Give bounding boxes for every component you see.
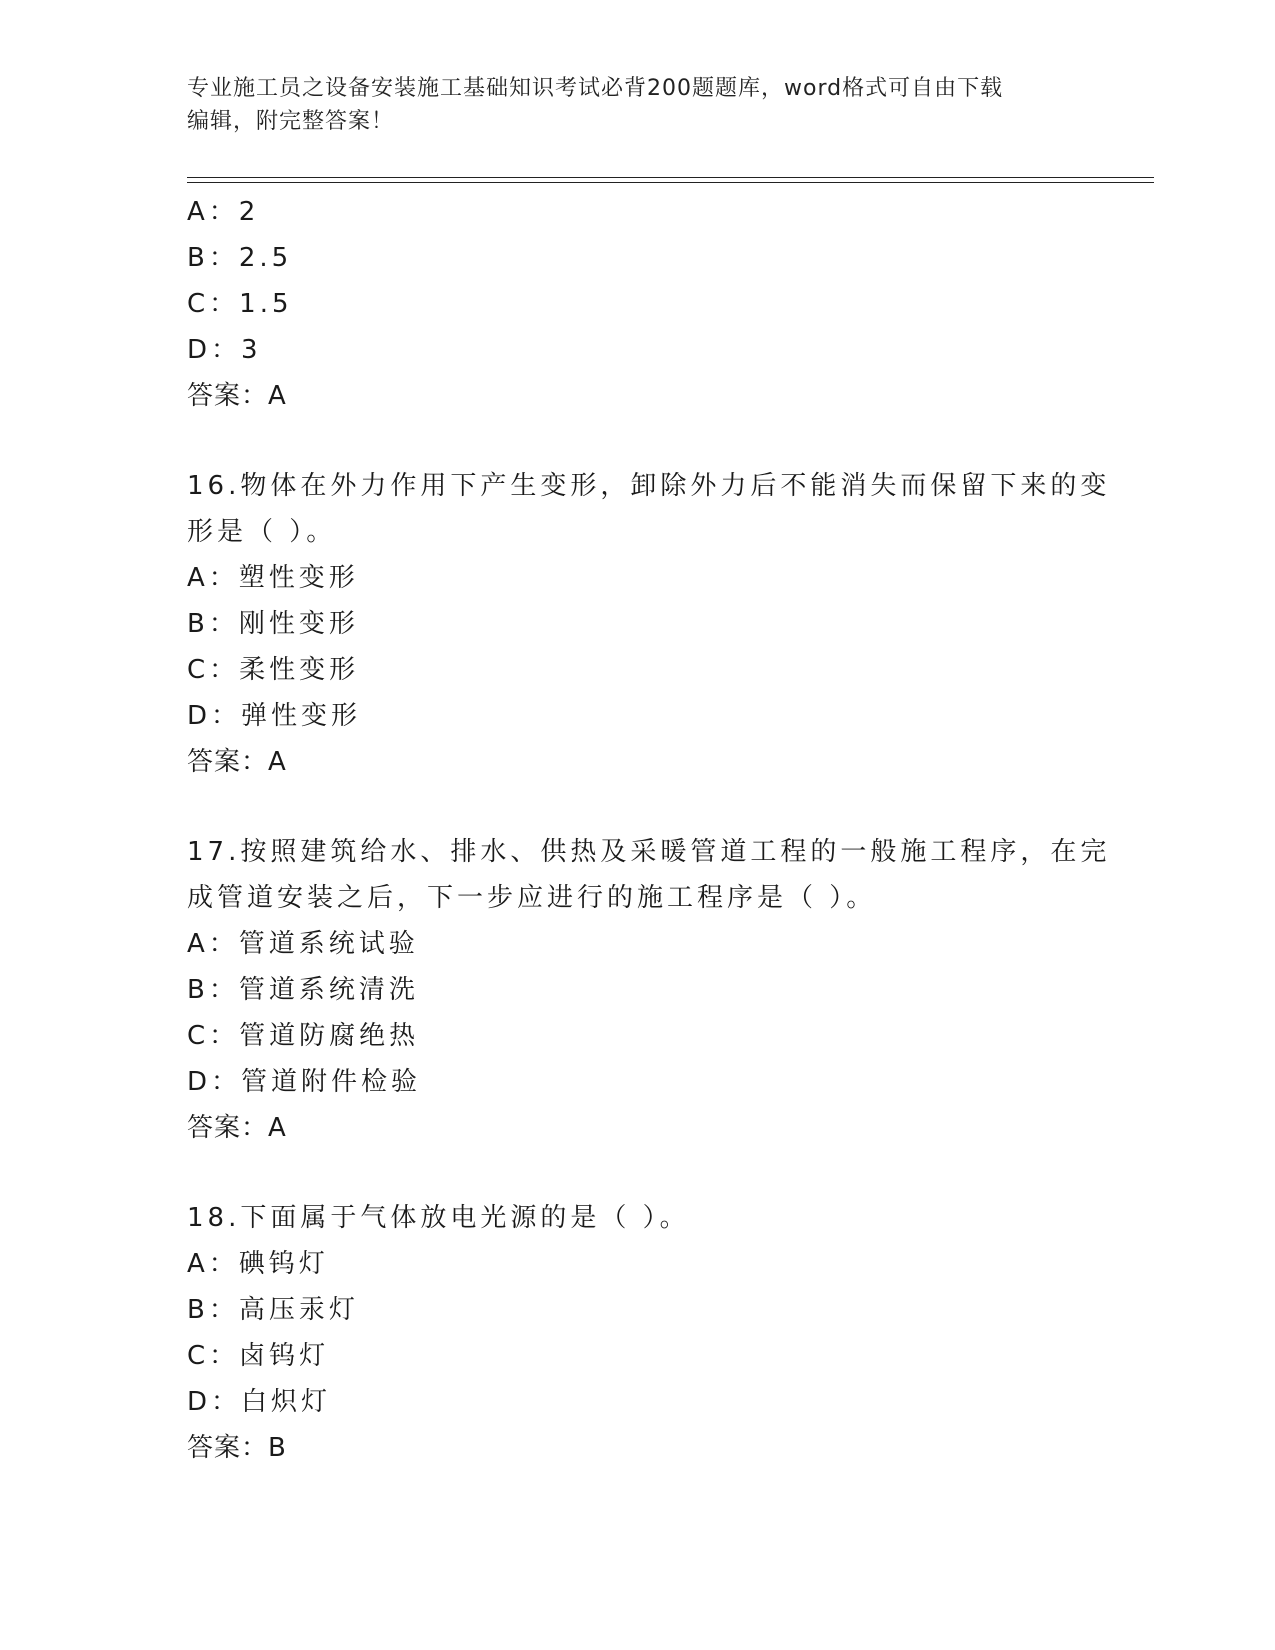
option-c: C：柔性变形 xyxy=(187,655,360,685)
header-line-2: 编辑，附完整答案！ xyxy=(187,109,395,134)
option-c: C：卤钨灯 xyxy=(187,1341,330,1371)
answer: 答案：B xyxy=(187,1433,287,1463)
option-c: C：1.5 xyxy=(187,289,293,319)
question-17 xyxy=(187,829,1111,1151)
option-b: B：管道系统清洗 xyxy=(187,975,419,1005)
question-16 xyxy=(187,463,1111,785)
question-18 xyxy=(187,1195,1087,1471)
option-b: B：高压汞灯 xyxy=(187,1295,359,1325)
option-d: D：弹性变形 xyxy=(187,701,362,731)
question-text: 18.下面属于气体放电光源的是（ ）。 xyxy=(187,1203,690,1233)
spacer xyxy=(187,785,1087,829)
option-d: D：管道附件检验 xyxy=(187,1067,422,1097)
option-c: C：管道防腐绝热 xyxy=(187,1021,420,1051)
question-text: 16.物体在外力作用下产生变形，卸除外力后不能消失而保留下来的变 xyxy=(187,471,1111,501)
option-a: A：管道系统试验 xyxy=(187,929,419,959)
answer: 答案：A xyxy=(187,381,287,411)
question-text: 形是（ ）。 xyxy=(187,517,337,547)
header-line-1: 专业施工员之设备安装施工基础知识考试必背200题题库，word格式可自由下载 xyxy=(187,76,1004,101)
question-list xyxy=(187,189,1111,1471)
spacer xyxy=(187,1151,1087,1195)
option-a: A：碘钨灯 xyxy=(187,1249,329,1279)
spacer xyxy=(187,419,1087,463)
option-a: A：2 xyxy=(187,197,260,227)
option-d: D：3 xyxy=(187,335,262,365)
option-b: B：2.5 xyxy=(187,243,293,273)
question-text: 成管道安装之后，下一步应进行的施工程序是（ ）。 xyxy=(187,883,877,913)
header-divider-top xyxy=(187,177,1154,178)
option-a: A：塑性变形 xyxy=(187,563,359,593)
header-divider-bottom xyxy=(187,182,1154,183)
question-text: 17.按照建筑给水、排水、供热及采暖管道工程的一般施工程序，在完 xyxy=(187,837,1111,867)
option-d: D：白炽灯 xyxy=(187,1387,332,1417)
answer: 答案：A xyxy=(187,747,287,777)
answer: 答案：A xyxy=(187,1113,287,1143)
option-b: B：刚性变形 xyxy=(187,609,359,639)
document-header xyxy=(187,72,1067,138)
question-15 xyxy=(187,189,1087,419)
